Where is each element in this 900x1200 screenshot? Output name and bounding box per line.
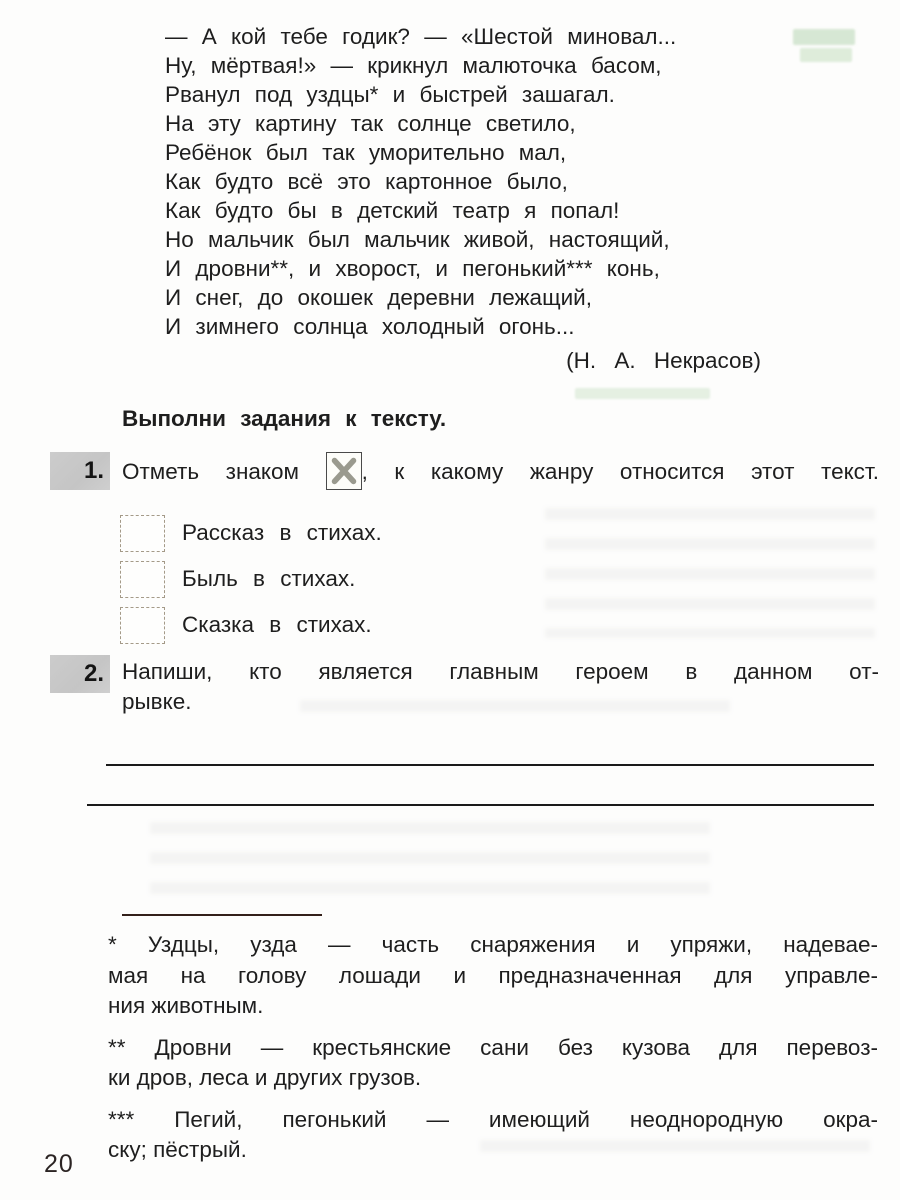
footnote-separator-rule xyxy=(122,914,322,916)
bleed-through-artifact xyxy=(545,508,875,638)
option-label: Рассказ в стихах. xyxy=(182,520,382,545)
poem-line: Рванул под уздцы* и быстрей зашагал. xyxy=(165,82,615,107)
poem-line: На эту картину так солнце светило, xyxy=(165,111,576,136)
poem-line: — А кой тебе годик? — «Шестой миновал... xyxy=(165,24,677,49)
answer-line-1[interactable] xyxy=(106,764,874,766)
poem-block xyxy=(165,22,765,375)
task-1-number-badge: 1. xyxy=(50,452,110,490)
task-2-number-badge: 2. xyxy=(50,655,110,693)
checkbox[interactable] xyxy=(120,515,165,552)
poem-line: Ребёнок был так уморительно мал, xyxy=(165,140,567,165)
bleed-through-artifact xyxy=(793,29,855,45)
footnote-line: ния животным. xyxy=(108,993,264,1018)
bleed-through-artifact xyxy=(480,1140,870,1160)
footnote-drovni xyxy=(108,1033,878,1094)
poem-line: Как будто бы в детский театр я попал! xyxy=(165,198,620,223)
poem-author: (Н. А. Некрасов) xyxy=(566,348,761,373)
footnote-line: ** Дровни — крестьянские сани без кузова для перевоз- xyxy=(108,1034,878,1060)
footnote-uzdtsy xyxy=(108,930,878,1022)
footnote-line: ки дров, леса и других грузов. xyxy=(108,1065,422,1090)
poem-line: И дровни**, и хворост, и пегонький*** конь, xyxy=(165,256,660,281)
x-mark-icon xyxy=(326,452,362,490)
task-1-instruction xyxy=(122,451,879,493)
poem-line: Но мальчик был мальчик живой, настоящий, xyxy=(165,227,670,252)
poem-line: Как будто всё это картонное было, xyxy=(165,169,568,194)
footnote-line: *** Пегий, пегонький — имеющий неоднородную окра- xyxy=(108,1106,878,1132)
option-label: Сказка в стихах. xyxy=(182,612,372,637)
page-number: 20 xyxy=(44,1150,74,1178)
bleed-through-artifact xyxy=(300,700,730,726)
footnote-line: мая на голову лошади и предназначенная для управле- xyxy=(108,962,878,988)
task-2-line: рывке. xyxy=(122,689,192,714)
task-1-text-after: , к какому жанру относится этот текст. xyxy=(361,459,879,484)
answer-line-2[interactable] xyxy=(87,804,874,806)
footnote-line: * Уздцы, узда — часть снаряжения и упряжи, надевае- xyxy=(108,932,878,957)
poem-line: И зимнего солнца холодный огонь... xyxy=(165,314,575,339)
option-label: Быль в стихах. xyxy=(182,566,356,591)
bleed-through-artifact xyxy=(575,388,710,399)
footnote-line: ску; пёстрый. xyxy=(108,1137,247,1162)
checkbox[interactable] xyxy=(120,561,165,598)
bleed-through-artifact xyxy=(800,48,852,62)
section-heading: Выполни задания к тексту. xyxy=(122,406,447,431)
poem-line: И снег, до окошек деревни лежащий, xyxy=(165,285,592,310)
checkbox[interactable] xyxy=(120,607,165,644)
task-1-text-before: Отметь знаком xyxy=(122,459,299,484)
task-2-line: Напиши, кто является главным героем в данном от- xyxy=(122,659,879,684)
bleed-through-artifact xyxy=(150,822,710,904)
poem-line: Ну, мёртвая!» — крикнул малюточка басом, xyxy=(165,53,662,78)
